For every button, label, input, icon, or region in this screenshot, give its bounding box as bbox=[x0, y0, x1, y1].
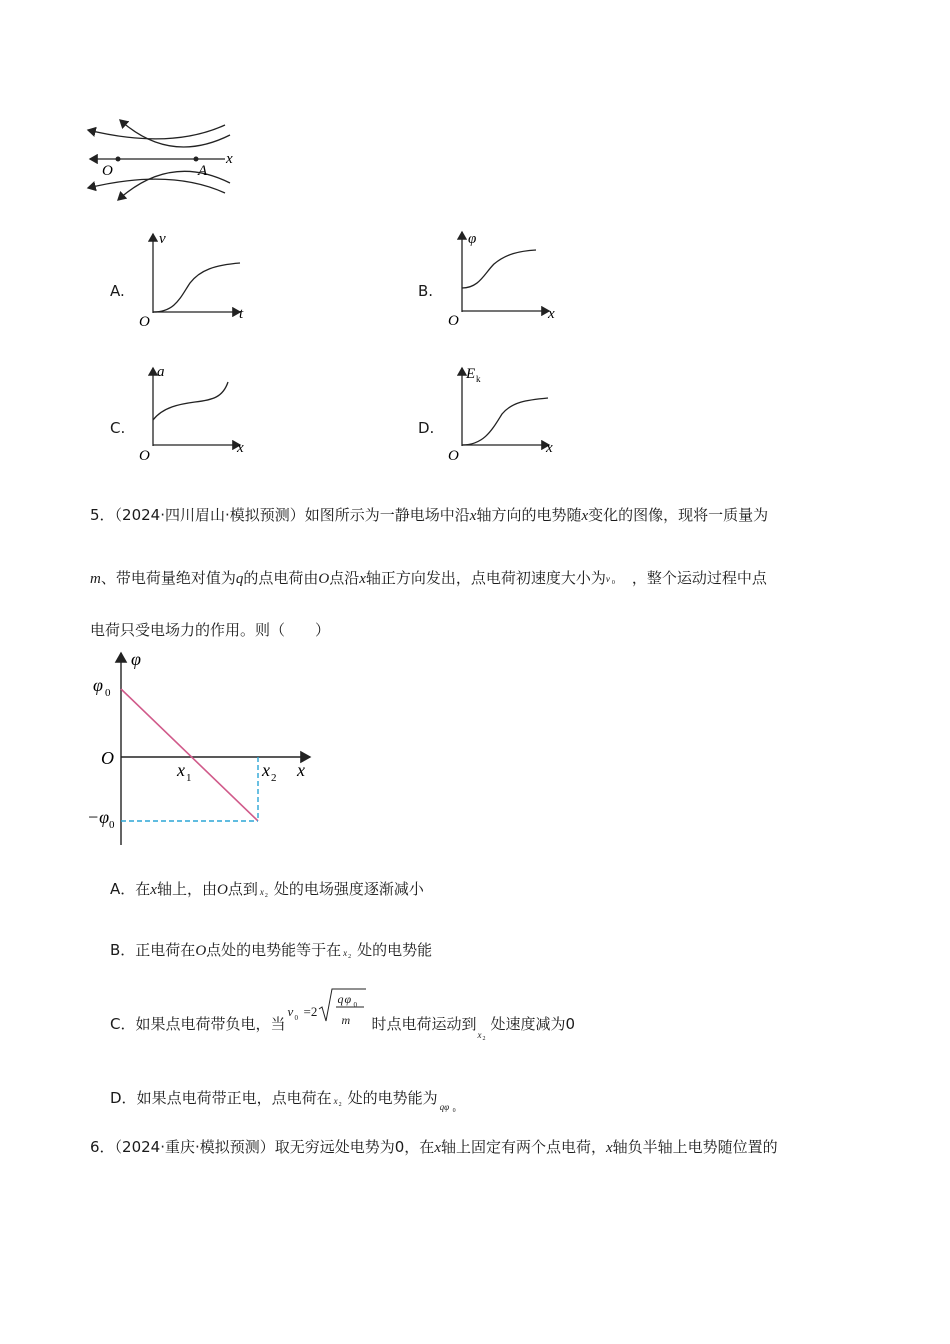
potential-line bbox=[121, 689, 258, 821]
x1-sub: 1 bbox=[186, 772, 192, 784]
option-d-graph bbox=[444, 362, 564, 462]
label-A: A bbox=[198, 163, 208, 179]
q5-option-c[interactable]: C．如果点电荷带负电，当 v 0 =2 q φ 0 m 时点电荷运动到 x 2 处速度减为0 bbox=[110, 1014, 575, 1034]
q5-option-a[interactable]: A．在x轴上，由O点到 x 2 处的电场强度逐渐减小 bbox=[110, 880, 424, 899]
option-d-letter: D. bbox=[418, 419, 435, 437]
question-5-line-2: m、带电荷量绝对值为q的点电荷由O点沿x轴正方向发出，点电荷初速度大小为 v 0 ，整个运动过程中点 bbox=[90, 569, 767, 587]
curve bbox=[462, 250, 536, 288]
neg-phi0-label: −φ bbox=[87, 807, 110, 827]
question-6-line-1: 6．（2024·重庆·模拟预测）取无穷远处电势为0，在x轴上固定有两个点电荷，x轴负半轴上电势随位置的 bbox=[90, 1138, 778, 1156]
neg-phi0-sub: 0 bbox=[109, 819, 115, 831]
x-axis-label: x bbox=[237, 440, 244, 456]
x-axis-label: t bbox=[239, 306, 244, 322]
y-axis-label: φ bbox=[468, 231, 477, 247]
field-line-lower-inner bbox=[118, 171, 230, 200]
question-source: （2024·重庆·模拟预测） bbox=[114, 1138, 275, 1156]
x-axis-label: x bbox=[297, 760, 305, 780]
origin-label: O bbox=[448, 448, 459, 462]
point-O-dot bbox=[116, 157, 121, 162]
option-c-graph bbox=[135, 362, 255, 462]
option-a-graph bbox=[135, 228, 255, 328]
field-line-upper-inner bbox=[120, 120, 230, 147]
question-source: （2024·四川眉山·模拟预测） bbox=[114, 506, 305, 524]
y-axis-label: a bbox=[157, 364, 165, 380]
phi0-label: φ bbox=[93, 675, 103, 695]
label-x: x bbox=[226, 151, 233, 167]
option-a-letter: A. bbox=[110, 282, 125, 300]
point-A-dot bbox=[194, 157, 199, 162]
curve bbox=[153, 382, 228, 420]
y-axis-label: v bbox=[159, 231, 166, 247]
x-axis-label: x bbox=[548, 306, 555, 322]
question-number: 5． bbox=[90, 506, 115, 524]
y-axis-label: φ bbox=[131, 649, 141, 669]
field-line-figure bbox=[80, 115, 250, 210]
question-number: 6． bbox=[90, 1138, 115, 1156]
q5-option-d[interactable]: D．如果点电荷带正电，点电荷在 x 2 处的电势能为 qφ 0 bbox=[110, 1089, 456, 1114]
origin-label: O bbox=[448, 313, 459, 328]
curve bbox=[462, 398, 548, 445]
origin-label: O bbox=[139, 314, 150, 328]
y-axis-label-sub: k bbox=[476, 374, 481, 384]
question-5-line-3: 电荷只受电场力的作用。则（ ） bbox=[90, 621, 331, 639]
field-line-upper-outer bbox=[88, 125, 225, 139]
origin-label: O bbox=[101, 748, 114, 768]
origin-label: O bbox=[139, 448, 150, 462]
option-c-letter: C. bbox=[110, 419, 126, 437]
question-5-line-1: 5．（2024·四川眉山·模拟预测）如图所示为一静电场中沿x轴方向的电势随x变化的图像，现将一质量为 bbox=[90, 506, 769, 524]
x1-label: x bbox=[177, 760, 185, 780]
option-b-graph bbox=[444, 226, 564, 328]
potential-graph bbox=[85, 645, 325, 855]
field-line-lower-outer bbox=[88, 179, 225, 193]
label-O: O bbox=[102, 163, 113, 179]
q5-option-b[interactable]: B．正电荷在O点处的电势能等于在 x 2 处的电势能 bbox=[110, 941, 433, 960]
phi0-sub: 0 bbox=[105, 687, 111, 699]
curve bbox=[153, 263, 240, 312]
x2-label: x bbox=[262, 760, 270, 780]
y-axis-label: E bbox=[466, 366, 476, 382]
x-axis-label: x bbox=[546, 440, 553, 456]
x2-sub: 2 bbox=[271, 772, 277, 784]
option-b-letter: B. bbox=[418, 282, 434, 300]
